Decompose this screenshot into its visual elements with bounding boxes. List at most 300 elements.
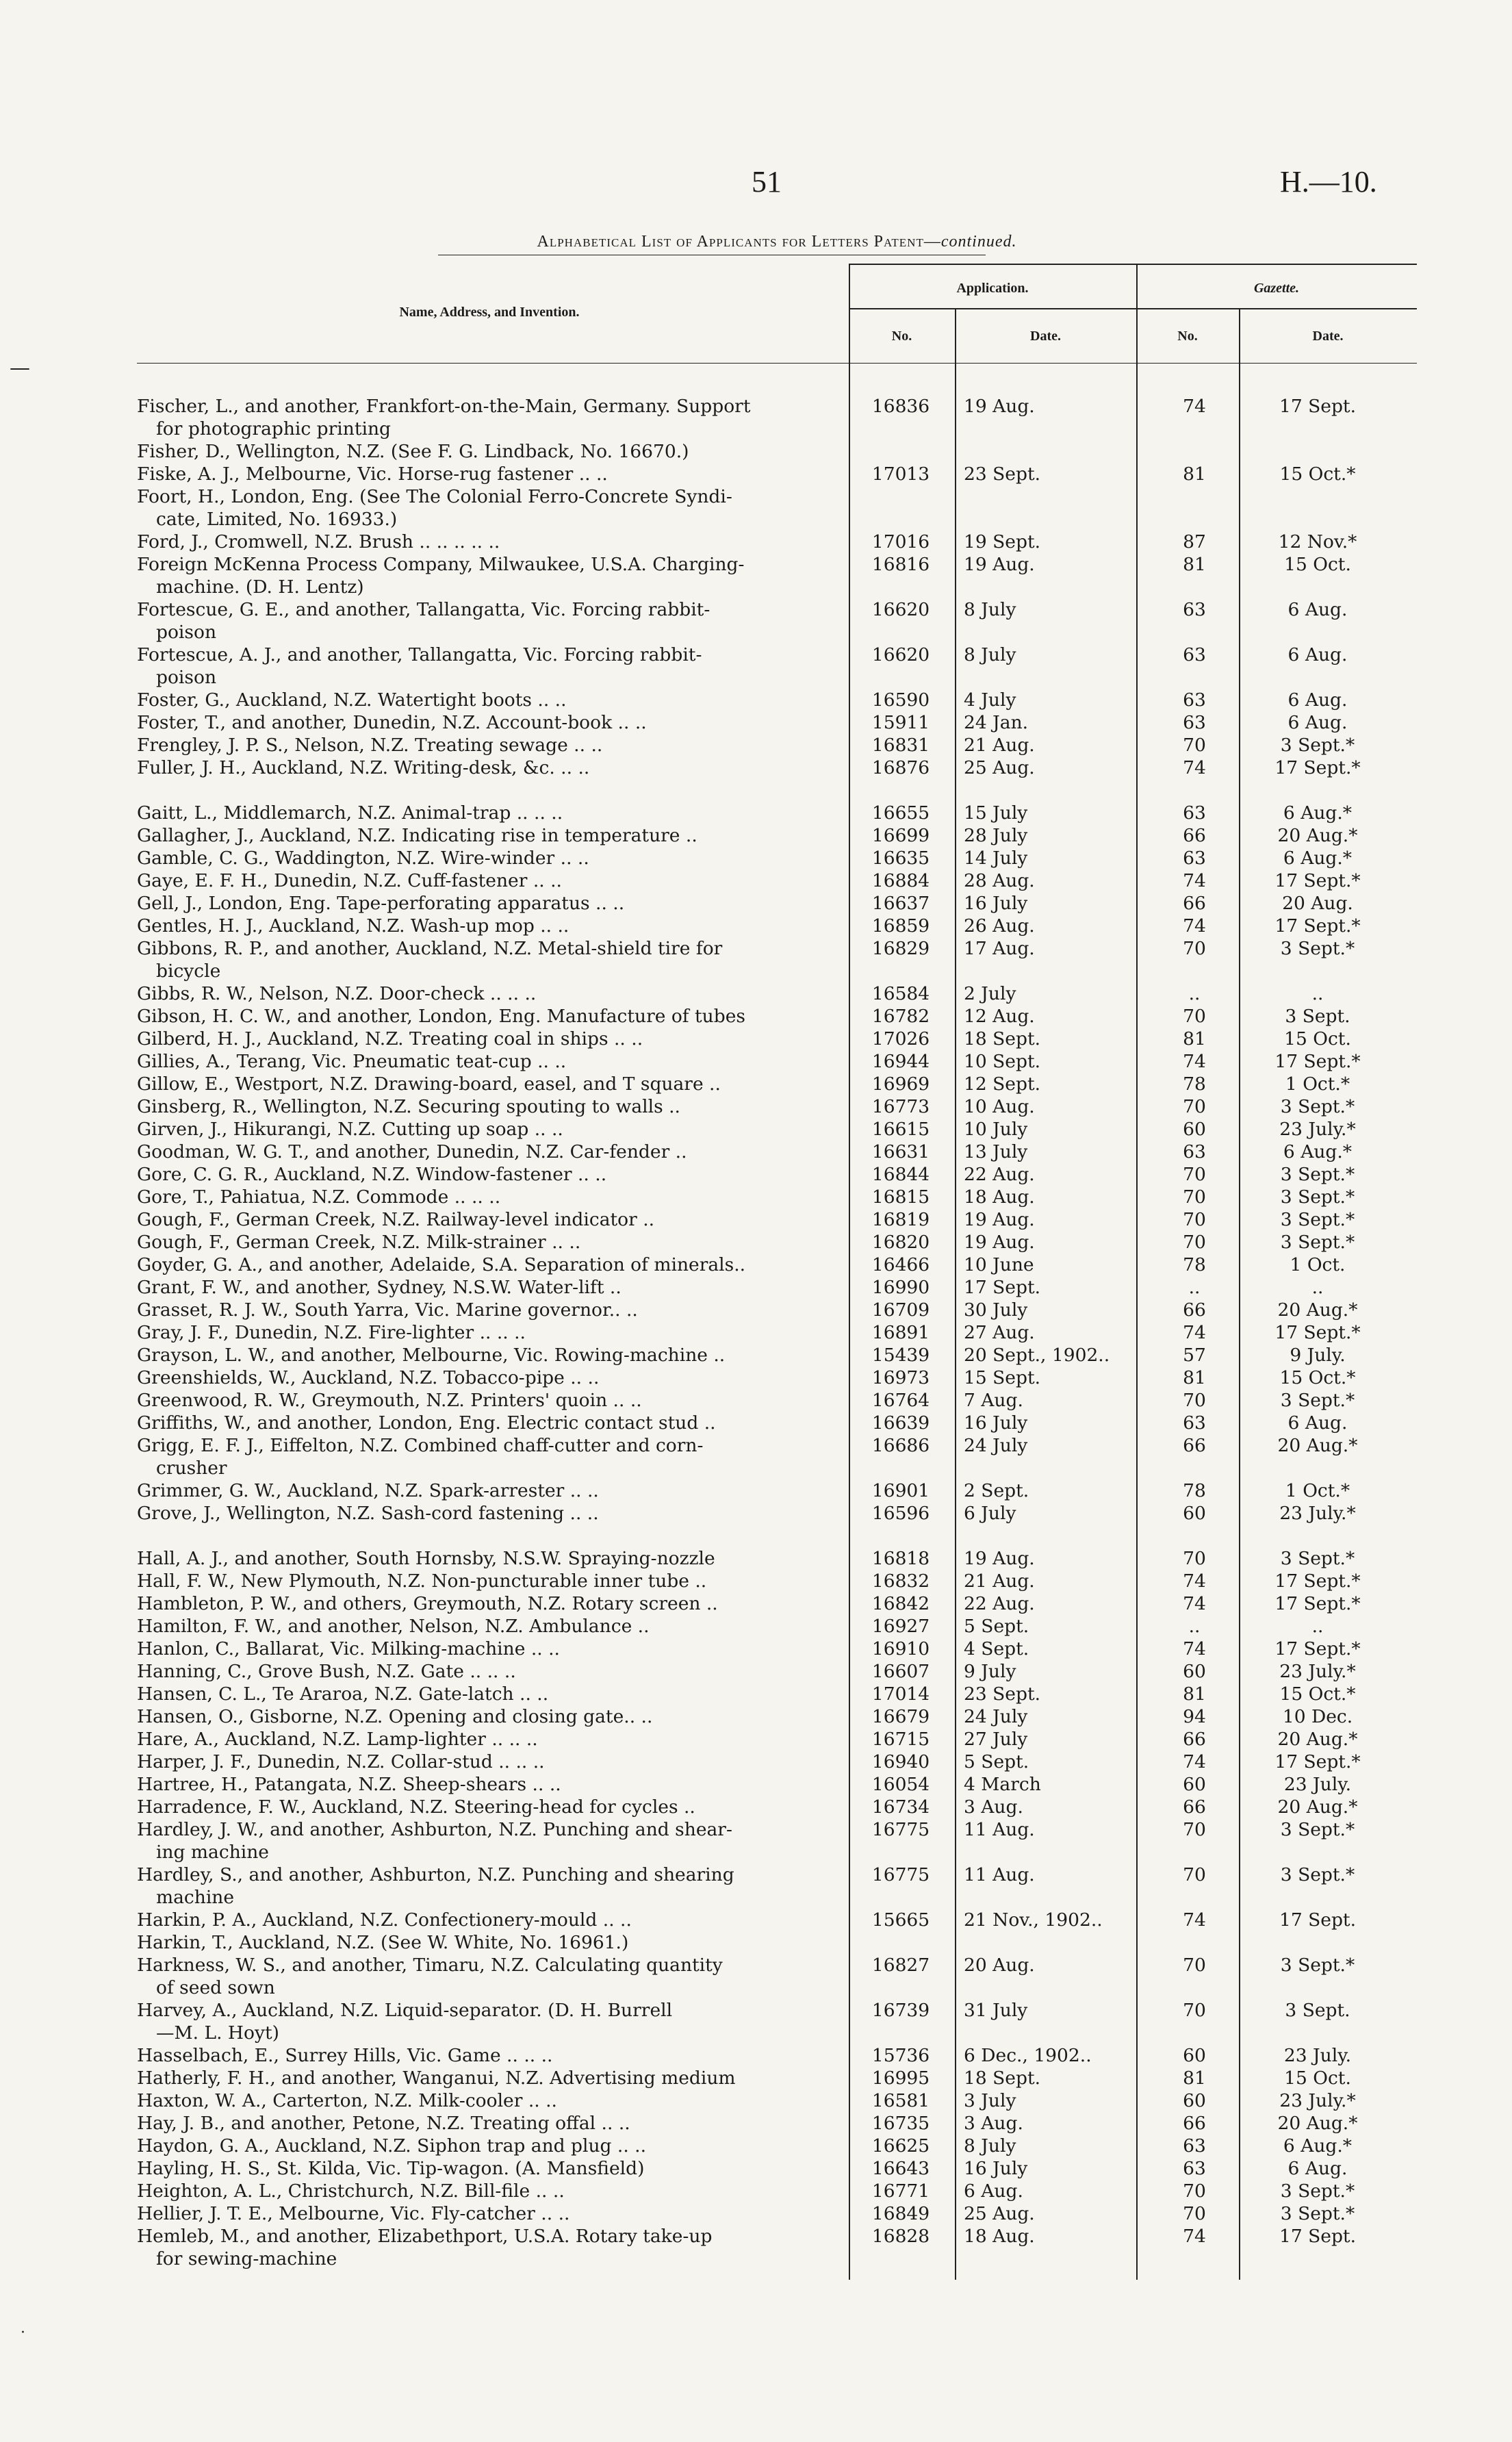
gazette-date: 23 July.* (1279, 1119, 1356, 1140)
gazette-date: 17 Sept.* (1274, 1751, 1361, 1772)
applicant-name-line: Gibbons, R. P., and another, Auckland, N.Z. Metal-shield tire for (137, 938, 723, 959)
gazette-number: 66 (1183, 893, 1206, 914)
gazette-date: 3 Sept.* (1280, 1096, 1355, 1117)
application-number: 16615 (871, 1119, 930, 1140)
gazette-date: 3 Sept.* (1280, 1232, 1355, 1253)
application-number: 16590 (871, 689, 930, 711)
gazette-date: .. (1311, 983, 1324, 1004)
gazette-number: 81 (1183, 554, 1206, 575)
applicant-name-line: Gaitt, L., Middlemarch, N.Z. Animal-trap .. .. .. (137, 802, 563, 824)
gazette-number: 81 (1183, 1028, 1206, 1050)
gazette-number: 70 (1183, 1186, 1206, 1208)
gazette-date: 6 Aug. (1287, 712, 1348, 733)
application-number: 16816 (871, 554, 930, 575)
applicant-entry (137, 1728, 842, 1751)
gazette-date: 20 Aug.* (1277, 1729, 1358, 1750)
gazette-number: 70 (1183, 1955, 1206, 1976)
application-date: 6 Aug. (964, 2180, 1023, 2202)
application-date: 9 July (964, 1661, 1016, 1682)
application-date: 2 Sept. (964, 1480, 1029, 1501)
gazette-date: 15 Oct. (1284, 554, 1351, 575)
application-date: 17 Sept. (964, 1277, 1041, 1298)
applicant-name-line: Harper, J. F., Dunedin, N.Z. Collar-stud .. .. .. (137, 1751, 545, 1772)
gazette-date: 20 Aug.* (1277, 1796, 1358, 1818)
application-date: 30 July (964, 1299, 1028, 1321)
application-date: 6 July (964, 1503, 1016, 1524)
applicant-entry (137, 1005, 842, 1028)
gazette-date: 6 Aug.* (1283, 802, 1353, 824)
gazette-number: 87 (1183, 531, 1206, 552)
applicant-entry (137, 2180, 842, 2202)
applicant-entry (137, 711, 842, 734)
applicant-entry (137, 2135, 842, 2157)
applicant-entry (137, 598, 842, 644)
application-date: 14 July (964, 848, 1028, 869)
gazette-date: 23 July.* (1279, 2090, 1356, 2111)
gazette-date: 23 July. (1283, 2045, 1352, 2066)
application-date: 18 Sept. (964, 1028, 1041, 1050)
gazette-date: 17 Sept.* (1274, 1638, 1361, 1659)
applicant-name-line: Foreign McKenna Process Company, Milwaukee, U.S.A. Charging- (137, 554, 745, 575)
gazette-number: .. (1188, 1277, 1201, 1298)
application-number: 16876 (871, 757, 930, 778)
gazette-number: 70 (1183, 735, 1206, 756)
application-number: 16844 (871, 1164, 930, 1185)
gazette-number: 66 (1183, 1435, 1206, 1456)
application-date: 3 Aug. (964, 2113, 1023, 2134)
applicant-name-line: Fisher, D., Wellington, N.Z. (See F. G. Lindback, No. 16670.) (137, 441, 689, 462)
page-number: 51 (752, 165, 782, 199)
gazette-date: 17 Sept. (1279, 2226, 1357, 2247)
gazette-date: 20 Aug.* (1277, 1435, 1358, 1456)
application-date: 19 Aug. (964, 1232, 1035, 1253)
gazette-date: 6 Aug.* (1283, 848, 1353, 869)
application-number: 15736 (871, 2045, 930, 2066)
gazette-number: 74 (1183, 1051, 1206, 1072)
gazette-number: 66 (1183, 1729, 1206, 1750)
gazette-date: 3 Sept.* (1280, 1186, 1355, 1208)
gazette-date: 12 Nov.* (1278, 531, 1357, 552)
application-date: 19 Aug. (964, 396, 1035, 417)
applicant-entry (137, 2067, 842, 2089)
gazette-number: 74 (1183, 757, 1206, 778)
gazette-date: 23 July.* (1279, 1503, 1356, 1524)
applicant-entry (137, 937, 842, 982)
application-date: 13 July (964, 1141, 1028, 1162)
applicant-name-line: Grayson, L. W., and another, Melbourne, Vic. Rowing-machine .. (137, 1345, 726, 1366)
applicant-name-line: Hare, A., Auckland, N.Z. Lamp-lighter .. .. .. (137, 1729, 538, 1750)
application-date: 19 Sept. (964, 531, 1041, 552)
applicant-name-line: Foster, G., Auckland, N.Z. Watertight boots .. .. (137, 689, 567, 711)
applicant-name-line: Fortescue, G. E., and another, Tallangatta, Vic. Forcing rabbit- (137, 599, 710, 620)
gazette-date: 6 Aug.* (1283, 1141, 1353, 1162)
application-date: 27 Aug. (964, 1322, 1035, 1343)
application-number: 16973 (871, 1367, 930, 1388)
applicant-entry (137, 892, 842, 915)
applicant-name-line: Hatherly, F. H., and another, Wanganui, N.Z. Advertising medium (137, 2068, 736, 2089)
applicant-entry (137, 1321, 842, 1344)
gazette-date: 17 Sept.* (1274, 1570, 1361, 1592)
application-date: 4 March (964, 1774, 1041, 1795)
gazette-number: 81 (1183, 1683, 1206, 1705)
application-number: 16849 (871, 2203, 930, 2224)
gazette-number: 74 (1183, 396, 1206, 417)
applicant-name-line: Hamilton, F. W., and another, Nelson, N.Z. Ambulance .. (137, 1616, 650, 1637)
gazette-number: 60 (1183, 1774, 1206, 1795)
gazette-date: 20 Aug.* (1277, 1299, 1358, 1321)
applicant-entry (137, 915, 842, 937)
applicant-name-line: Gore, T., Pahiatua, N.Z. Commode .. .. .. (137, 1186, 501, 1208)
gazette-date: 17 Sept.* (1274, 757, 1361, 778)
gazette-date: 20 Aug. (1282, 893, 1353, 914)
applicant-name-line: Girven, J., Hikurangi, N.Z. Cutting up soap .. .. (137, 1119, 563, 1140)
gazette-date: 3 Sept.* (1280, 1864, 1355, 1885)
gazette-date: 3 Sept.* (1280, 1390, 1355, 1411)
applicant-name-line: Gough, F., German Creek, N.Z. Railway-level indicator .. (137, 1209, 655, 1230)
application-date: 4 Sept. (964, 1638, 1029, 1659)
applicant-name-line: Hansen, O., Gisborne, N.Z. Opening and closing gate.. .. (137, 1706, 653, 1727)
gazette-date: 23 July.* (1279, 1661, 1356, 1682)
gazette-date: 3 Sept. (1285, 2000, 1350, 2021)
gazette-date: 20 Aug.* (1277, 2113, 1358, 2134)
applicant-name-continuation: cate, Limited, No. 16933.) (156, 509, 398, 530)
applicant-name-line: Gough, F., German Creek, N.Z. Milk-strainer .. .. (137, 1232, 581, 1253)
applicant-entry (137, 1615, 842, 1638)
gazette-date: 1 Oct.* (1285, 1073, 1350, 1095)
applicant-entry (137, 1389, 842, 1412)
application-date: 20 Aug. (964, 1955, 1035, 1976)
applicant-entry (137, 1773, 842, 1796)
gazette-date: 15 Oct. (1284, 2068, 1351, 2089)
application-date: 6 Dec., 1902.. (964, 2045, 1092, 2066)
gazette-date: 6 Aug.* (1283, 2135, 1353, 2157)
gazette-number: 70 (1183, 1096, 1206, 1117)
applicant-name-line: Harvey, A., Auckland, N.Z. Liquid-separator. (D. H. Burrell (137, 2000, 673, 2021)
gazette-number: 70 (1183, 1390, 1206, 1411)
applicant-name-line: Hall, A. J., and another, South Hornsby, N.S.W. Spraying-nozzle (137, 1548, 715, 1569)
applicant-name-line: Ford, J., Cromwell, N.Z. Brush .. .. .. .. .. (137, 531, 500, 552)
applicant-entry (137, 1186, 842, 1208)
applicant-entry (137, 485, 842, 531)
application-date: 16 July (964, 2158, 1028, 2179)
applicant-entry (137, 1095, 842, 1118)
applicant-entry (137, 1502, 842, 1525)
applicant-name-line: Harkness, W. S., and another, Timaru, N.Z. Calculating quantity (137, 1955, 723, 1976)
gazette-number: 63 (1183, 2135, 1206, 2157)
applicant-name-line: Greenshields, W., Auckland, N.Z. Tobacco-pipe .. .. (137, 1367, 600, 1388)
application-number: 16596 (871, 1503, 930, 1524)
application-date: 7 Aug. (964, 1390, 1023, 1411)
gazette-number: 74 (1183, 1638, 1206, 1659)
application-date: 8 July (964, 599, 1016, 620)
gazette-date: 15 Oct.* (1279, 1683, 1356, 1705)
applicant-entry (137, 2089, 842, 2112)
application-number: 16715 (871, 1729, 930, 1750)
applicant-name-continuation: ing machine (156, 1842, 269, 1863)
application-date: 24 July (964, 1435, 1028, 1456)
application-date: 19 Aug. (964, 554, 1035, 575)
application-date: 21 Nov., 1902.. (964, 1909, 1103, 1931)
gazette-number: 70 (1183, 1164, 1206, 1185)
application-number: 16631 (871, 1141, 930, 1162)
application-number: 16637 (871, 893, 930, 914)
page-title-main: Alphabetical List of Applicants for Letters Patent— (537, 233, 941, 251)
gazette-date: 6 Aug. (1287, 2158, 1348, 2179)
application-number: 16735 (871, 2113, 930, 2134)
application-number: 17014 (871, 1683, 930, 1705)
applicant-name-line: Hambleton, P. W., and others, Greymouth, N.Z. Rotary screen .. (137, 1593, 718, 1614)
application-date: 3 July (964, 2090, 1016, 2111)
header-gz-date: Date. (1312, 329, 1344, 344)
applicant-entry (137, 1638, 842, 1660)
gazette-number: 63 (1183, 2158, 1206, 2179)
header-name: Name, Address, and Invention. (399, 305, 580, 320)
applicant-entry (137, 1909, 842, 1931)
gazette-number: 63 (1183, 848, 1206, 869)
application-date: 17 Aug. (964, 938, 1035, 959)
gazette-number: 74 (1183, 915, 1206, 937)
applicant-name-line: Gaye, E. F. H., Dunedin, N.Z. Cuff-fastener .. .. (137, 870, 562, 891)
gazette-number: 81 (1183, 2068, 1206, 2089)
header-application: Application. (956, 281, 1029, 296)
application-number: 16815 (871, 1186, 930, 1208)
gazette-date: 1 Oct. (1290, 1254, 1346, 1275)
application-number: 16771 (871, 2180, 930, 2202)
gazette-date: 15 Oct.* (1279, 463, 1356, 485)
applicant-entry (137, 1818, 842, 1864)
applicant-name-line: Hansen, C. L., Te Araroa, N.Z. Gate-latch .. .. (137, 1683, 549, 1705)
application-date: 18 Aug. (964, 1186, 1035, 1208)
applicant-entry (137, 1366, 842, 1389)
applicant-entry (137, 1412, 842, 1434)
gazette-date: 9 July. (1290, 1345, 1346, 1366)
column-rule-1 (849, 264, 850, 2280)
applicant-name-line: Goyder, G. A., and another, Adelaide, S.A. Separation of minerals.. (137, 1254, 746, 1275)
applicant-name-line: Gallagher, J., Auckland, N.Z. Indicating rise in temperature .. (137, 825, 697, 846)
header-rule-bottom (137, 363, 1417, 364)
gazette-number: 57 (1183, 1345, 1206, 1366)
gazette-date: 17 Sept.* (1274, 1593, 1361, 1614)
applicant-name-line: Griffiths, W., and another, London, Eng. Electric contact stud .. (137, 1412, 716, 1434)
applicant-name-line: Heighton, A. L., Christchurch, N.Z. Bill-file .. .. (137, 2180, 565, 2202)
gazette-number: 70 (1183, 1819, 1206, 1840)
application-date: 22 Aug. (964, 1593, 1035, 1614)
applicant-entry (137, 1751, 842, 1773)
applicant-entry (137, 847, 842, 869)
application-date: 15 Sept. (964, 1367, 1041, 1388)
gazette-number: 78 (1183, 1073, 1206, 1095)
gazette-date: 20 Aug.* (1277, 825, 1358, 846)
applicant-entry (137, 1479, 842, 1502)
applicant-name-line: Harkin, T., Auckland, N.Z. (See W. White, No. 16961.) (137, 1932, 629, 1953)
application-number: 16782 (871, 1006, 930, 1027)
margin-mark-bottom: · (21, 2324, 25, 2341)
applicant-name-continuation: for photographic printing (156, 418, 391, 440)
application-date: 21 Aug. (964, 735, 1035, 756)
application-number: 16635 (871, 848, 930, 869)
gazette-date: 3 Sept.* (1280, 1209, 1355, 1230)
gazette-date: 17 Sept. (1279, 396, 1357, 417)
application-date: 25 Aug. (964, 757, 1035, 778)
application-number: 16054 (871, 1774, 930, 1795)
gazette-number: 81 (1183, 463, 1206, 485)
applicant-name-continuation: —M. L. Hoyt) (156, 2022, 279, 2044)
application-number: 15911 (871, 712, 930, 733)
applicant-entry (137, 553, 842, 598)
gazette-number: .. (1188, 1616, 1201, 1637)
header-app-date: Date. (1030, 329, 1061, 344)
gazette-number: 70 (1183, 2000, 1206, 2021)
gazette-number: 60 (1183, 1503, 1206, 1524)
applicant-name-line: Fortescue, A. J., and another, Tallangatta, Vic. Forcing rabbit- (137, 644, 702, 665)
gazette-number: 94 (1183, 1706, 1206, 1727)
application-number: 16820 (871, 1232, 930, 1253)
applicant-name-line: Haydon, G. A., Auckland, N.Z. Siphon trap and plug .. .. (137, 2135, 647, 2157)
applicant-name-line: Hay, J. B., and another, Petone, N.Z. Treating offal .. .. (137, 2113, 630, 2134)
application-number: 17016 (871, 531, 930, 552)
gazette-date: 3 Sept.* (1280, 2203, 1355, 2224)
application-date: 18 Sept. (964, 2068, 1041, 2089)
gazette-number: 70 (1183, 1209, 1206, 1230)
application-number: 16773 (871, 1096, 930, 1117)
gazette-date: 3 Sept.* (1280, 735, 1355, 756)
gazette-number: 63 (1183, 712, 1206, 733)
application-number: 16884 (871, 870, 930, 891)
applicant-entry (137, 1118, 842, 1141)
applicant-name-line: Grigg, E. F. J., Eiffelton, N.Z. Combined chaff-cutter and corn- (137, 1435, 704, 1456)
application-date: 19 Aug. (964, 1548, 1035, 1569)
header-app-no: No. (891, 329, 912, 344)
application-number: 16818 (871, 1548, 930, 1569)
applicant-name-line: Greenwood, R. W., Greymouth, N.Z. Printers' quoin .. .. (137, 1390, 642, 1411)
applicant-name-line: Foort, H., London, Eng. (See The Colonial Ferro-Concrete Syndi- (137, 486, 732, 507)
application-date: 10 July (964, 1119, 1028, 1140)
applicant-name-line: Grove, J., Wellington, N.Z. Sash-cord fastening .. .. (137, 1503, 599, 1524)
applicant-entry (137, 1050, 842, 1073)
application-date: 10 Aug. (964, 1096, 1035, 1117)
applicant-entry (137, 1931, 842, 1954)
applicant-entry (137, 1254, 842, 1276)
gazette-date: 1 Oct.* (1285, 1480, 1350, 1501)
applicant-name-line: Gibson, H. C. W., and another, London, Eng. Manufacture of tubes (137, 1006, 745, 1027)
gazette-number: 66 (1183, 2113, 1206, 2134)
applicant-entry (137, 1208, 842, 1231)
application-number: 16995 (871, 2068, 930, 2089)
application-date: 19 Aug. (964, 1209, 1035, 1230)
application-number: 16584 (871, 983, 930, 1004)
gazette-number: 60 (1183, 1661, 1206, 1682)
applicant-entry (137, 2112, 842, 2135)
applicant-entry (137, 1660, 842, 1683)
application-number: 16940 (871, 1751, 930, 1772)
application-number: 16775 (871, 1864, 930, 1885)
application-date: 8 July (964, 644, 1016, 665)
gazette-number: 66 (1183, 1796, 1206, 1818)
applicant-name-line: Hasselbach, E., Surrey Hills, Vic. Game .. .. .. (137, 2045, 553, 2066)
application-date: 22 Aug. (964, 1164, 1035, 1185)
gazette-date: 17 Sept.* (1274, 870, 1361, 891)
gazette-number: 70 (1183, 1864, 1206, 1885)
application-number: 16709 (871, 1299, 930, 1321)
applicant-entry (137, 1434, 842, 1479)
applicant-name-line: Goodman, W. G. T., and another, Dunedin, N.Z. Car-fender .. (137, 1141, 687, 1162)
application-number: 16836 (871, 396, 930, 417)
gazette-date: 3 Sept.* (1280, 938, 1355, 959)
application-number: 16891 (871, 1322, 930, 1343)
gazette-number: 60 (1183, 2045, 1206, 2066)
application-number: 15439 (871, 1345, 930, 1366)
application-number: 16764 (871, 1390, 930, 1411)
applicant-name-line: Hartree, H., Patangata, N.Z. Sheep-shears .. .. (137, 1774, 561, 1795)
applicant-name-line: Hardley, S., and another, Ashburton, N.Z. Punching and shearing (137, 1864, 734, 1885)
gazette-date: 17 Sept.* (1274, 1051, 1361, 1072)
application-number: 16910 (871, 1638, 930, 1659)
application-date: 28 July (964, 825, 1028, 846)
application-number: 16643 (871, 2158, 930, 2179)
gazette-number: 60 (1183, 2090, 1206, 2111)
application-number: 16828 (871, 2226, 930, 2247)
applicant-entry (137, 2044, 842, 2067)
applicant-name-line: Gamble, C. G., Waddington, N.Z. Wire-winder .. .. (137, 848, 589, 869)
gazette-number: 74 (1183, 870, 1206, 891)
applicant-name-continuation: crusher (156, 1458, 227, 1479)
gazette-number: 74 (1183, 1593, 1206, 1614)
application-date: 16 July (964, 893, 1028, 914)
gazette-number: 74 (1183, 1751, 1206, 1772)
page-title (137, 233, 1417, 251)
application-date: 23 Sept. (964, 463, 1041, 485)
header-gz-no: No. (1177, 329, 1198, 344)
applicant-entry (137, 2225, 842, 2270)
applicant-name-continuation: poison (156, 667, 217, 688)
applicant-entry (137, 1683, 842, 1705)
application-number: 16990 (871, 1277, 930, 1298)
applicant-name-line: Gillow, E., Westport, N.Z. Drawing-board, easel, and T square .. (137, 1073, 721, 1095)
gazette-number: 70 (1183, 2203, 1206, 2224)
applicant-entry (137, 2202, 842, 2225)
gazette-number: 74 (1183, 1570, 1206, 1592)
applicant-entry (137, 395, 842, 440)
applicant-entry (137, 1141, 842, 1163)
application-date: 5 Sept. (964, 1616, 1029, 1637)
applicant-entry (137, 1547, 842, 1570)
applicant-entry (137, 463, 842, 485)
applicant-entry (137, 1073, 842, 1095)
applicant-name-line: Fischer, L., and another, Frankfort-on-the-Main, Germany. Support (137, 396, 751, 417)
margin-mark-left: — (10, 356, 30, 380)
applicant-name-line: Hall, F. W., New Plymouth, N.Z. Non-puncturable inner tube .. (137, 1570, 707, 1592)
application-number: 16581 (871, 2090, 930, 2111)
application-number: 16832 (871, 1570, 930, 1592)
application-date: 12 Aug. (964, 1006, 1035, 1027)
gazette-number: 78 (1183, 1480, 1206, 1501)
gazette-number: 74 (1183, 1322, 1206, 1343)
applicant-name-line: Hardley, J. W., and another, Ashburton, N.Z. Punching and shear- (137, 1819, 732, 1840)
applicant-entry (137, 1705, 842, 1728)
application-date: 16 July (964, 1412, 1028, 1434)
applicant-name-continuation: poison (156, 622, 217, 643)
application-date: 28 Aug. (964, 870, 1035, 891)
application-date: 20 Sept., 1902.. (964, 1345, 1110, 1366)
applicant-name-line: Gibbs, R. W., Nelson, N.Z. Door-check .. .. .. (137, 983, 537, 1004)
application-number: 16607 (871, 1661, 930, 1682)
application-date: 12 Sept. (964, 1073, 1041, 1095)
gazette-date: 15 Oct.* (1279, 1367, 1356, 1388)
gazette-number: 66 (1183, 1299, 1206, 1321)
gazette-number: 60 (1183, 1119, 1206, 1140)
applicant-name-line: Ginsberg, R., Wellington, N.Z. Securing spouting to walls .. (137, 1096, 680, 1117)
applicant-entry (137, 1954, 842, 1999)
